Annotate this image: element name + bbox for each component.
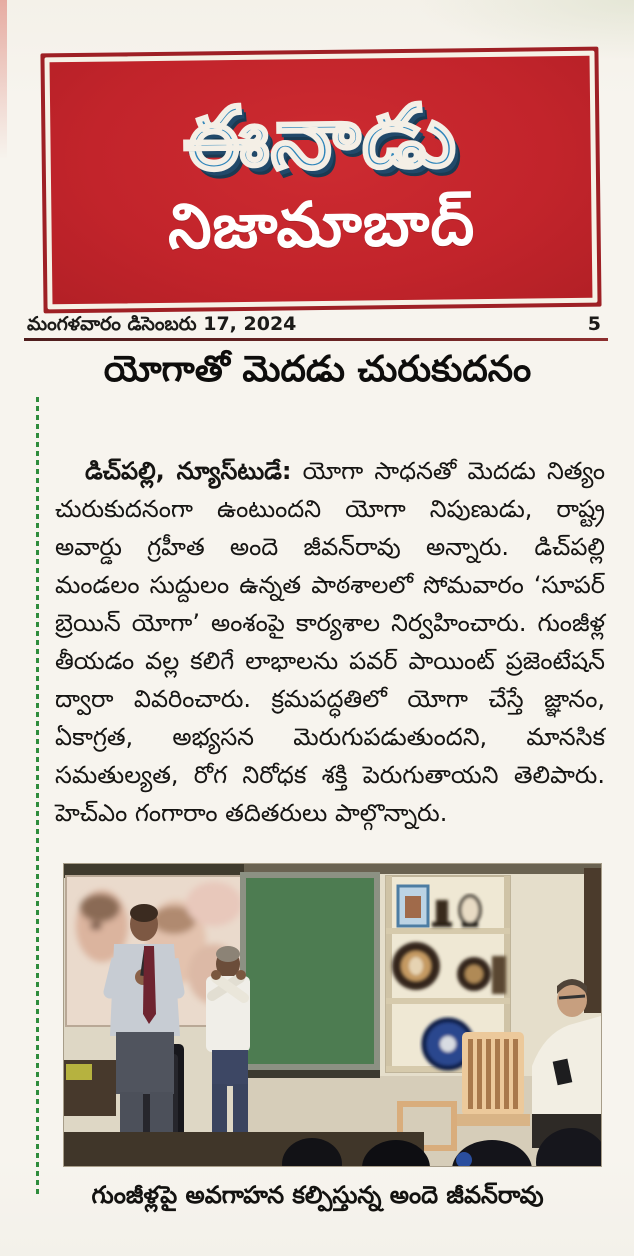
issue-date: మంగళవారం డిసెంబరు 17, 2024 [27,313,297,335]
masthead-red-box [44,51,597,310]
page-number: 5 [587,313,601,335]
newspaper-logo: ఈనాడు [182,86,459,190]
photo-caption: గుంజీళ్లపై అవగాహన కల్పిస్తున్న అందె జీవన్‌రావు [91,1181,544,1209]
dateline-rule [24,338,608,341]
article-dateline-lead: డిచ్‌పల్లి, న్యూస్‌టుడే: [85,457,292,485]
masthead-banner [40,47,601,314]
framed-photo [398,886,428,926]
side-table [64,1060,116,1116]
classroom-photo [64,864,601,1166]
wooden-chair [454,1032,530,1126]
dateline-row [27,313,607,337]
article-headline: యోగాతో మెదడు చురుకుదనం [103,349,532,390]
column-separator [36,397,39,1197]
scan-edge-artifact [0,0,7,160]
chalkboard [240,872,380,1078]
edition-name: నిజామాబాద్ [167,186,476,263]
article-body [55,452,605,832]
news-photo [63,863,602,1167]
article-body-text: యోగా సాధనతో మెదడు నిత్యం చురుకుదనంగా ఉంటుందని యోగా నిపుణుడు, రాష్ట్ర అవార్డు గ్రహీత అందె జీవన్‌రావు అన్నారు. డిచ్‌పల్లి మండలం సుద్దులం ఉన్నత పాఠశాలలో సోమవారం ‘సూపర్ బ్రెయిన్ యోగా’ అంశంపై కార్యశాల నిర్వహించారు. గుంజీళ్ల తీయడం వల్ల కలిగే లాభాలను పవర్ పాయింట్ ప్రజెంటేషన్ ద్వారా వివరించారు. క్రమపద్ధతిలో యోగా చేస్తే జ్ఞానం, ఏకాగ్రత, అభ్యసన మెరుగుపడుతుందని, మానసిక సమతుల్యత, రోగ నిరోధక శక్తి పెరుగుతాయని తెలిపారు. హెచ్‌ఎం గంగారాం తదితరులు పాల్గొన్నారు. [55,457,605,827]
